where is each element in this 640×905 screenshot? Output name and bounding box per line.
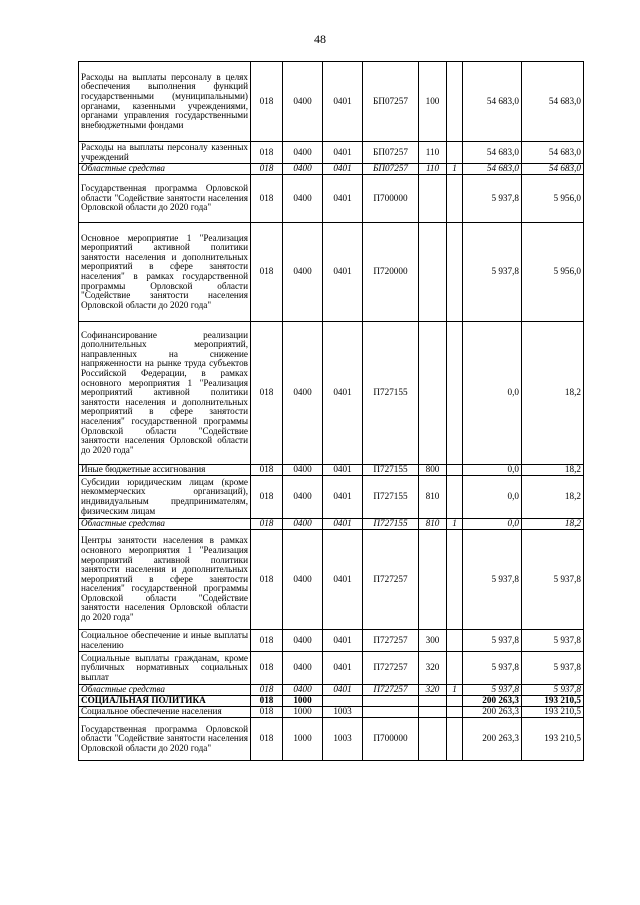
expense-type-code: 810 — [419, 519, 447, 530]
expense-type-code: 110 — [419, 142, 447, 164]
row-name: Социальное обеспечение населения — [79, 707, 251, 718]
target-article-code: БП07257 — [363, 142, 419, 164]
amount-year-1: 54 683,0 — [463, 62, 522, 142]
section-code: 0400 — [283, 175, 323, 223]
row-name: Областные средства — [79, 519, 251, 530]
amount-year-1: 5 937,8 — [463, 685, 522, 696]
expense-type-code — [419, 696, 447, 707]
expense-type-code: 320 — [419, 685, 447, 696]
row-name: Социальное обеспечение и иные выплаты населению — [79, 630, 251, 652]
amount-year-2: 5 937,8 — [522, 652, 584, 685]
amount-year-2: 18,2 — [522, 476, 584, 519]
funding-source-code — [447, 696, 463, 707]
section-code: 0400 — [283, 476, 323, 519]
grbs-code: 018 — [251, 322, 283, 465]
section-code: 0400 — [283, 685, 323, 696]
subsection-code: 0401 — [323, 175, 363, 223]
grbs-code: 018 — [251, 530, 283, 630]
amount-year-2: 5 937,8 — [522, 630, 584, 652]
amount-year-1: 0,0 — [463, 519, 522, 530]
target-article-code: П727257 — [363, 530, 419, 630]
table-row — [79, 223, 584, 322]
table-row — [79, 465, 584, 476]
amount-year-1: 0,0 — [463, 476, 522, 519]
target-article-code: П720000 — [363, 223, 419, 322]
funding-source-code — [447, 322, 463, 465]
table-row — [79, 685, 584, 696]
row-name: Основное мероприятие 1 "Реализация мероприятий активной политики занятости населения и дополнительных мероприятий в сфере занятости населения" в рамках государственной программы Орловской области "Содействие занятости населения Орловской области до 2020 года" — [79, 223, 251, 322]
section-code: 0400 — [283, 630, 323, 652]
amount-year-2: 54 683,0 — [522, 142, 584, 164]
section-code: 0400 — [283, 530, 323, 630]
section-code: 0400 — [283, 322, 323, 465]
table-row — [79, 175, 584, 223]
funding-source-code — [447, 142, 463, 164]
expense-type-code: 100 — [419, 62, 447, 142]
section-code: 0400 — [283, 223, 323, 322]
target-article-code: П700000 — [363, 175, 419, 223]
table-row — [79, 164, 584, 175]
row-name: Иные бюджетные ассигнования — [79, 465, 251, 476]
table-row — [79, 322, 584, 465]
amount-year-2: 193 210,5 — [522, 696, 584, 707]
amount-year-2: 18,2 — [522, 322, 584, 465]
expense-type-code — [419, 175, 447, 223]
amount-year-2: 5 937,8 — [522, 530, 584, 630]
grbs-code: 018 — [251, 652, 283, 685]
table-row — [79, 62, 584, 142]
target-article-code: П727257 — [363, 652, 419, 685]
amount-year-1: 54 683,0 — [463, 164, 522, 175]
expense-type-code: 810 — [419, 476, 447, 519]
subsection-code: 0401 — [323, 142, 363, 164]
amount-year-1: 0,0 — [463, 465, 522, 476]
grbs-code: 018 — [251, 164, 283, 175]
grbs-code: 018 — [251, 223, 283, 322]
table-row — [79, 519, 584, 530]
amount-year-2: 18,2 — [522, 465, 584, 476]
expense-type-code — [419, 223, 447, 322]
grbs-code: 018 — [251, 630, 283, 652]
grbs-code: 018 — [251, 465, 283, 476]
target-article-code: БП07257 — [363, 164, 419, 175]
target-article-code: П727257 — [363, 685, 419, 696]
grbs-code: 018 — [251, 476, 283, 519]
amount-year-1: 200 263,3 — [463, 707, 522, 718]
amount-year-1: 54 683,0 — [463, 142, 522, 164]
section-code: 0400 — [283, 164, 323, 175]
row-name: Субсидии юридическим лицам (кроме некоммерческих организаций), индивидуальным предпринимателям, физическим лицам — [79, 476, 251, 519]
section-code: 0400 — [283, 465, 323, 476]
section-code: 0400 — [283, 519, 323, 530]
section-code: 0400 — [283, 62, 323, 142]
amount-year-2: 193 210,5 — [522, 707, 584, 718]
table-row — [79, 530, 584, 630]
expense-type-code — [419, 718, 447, 761]
grbs-code: 018 — [251, 718, 283, 761]
amount-year-1: 5 937,8 — [463, 175, 522, 223]
target-article-code: П727155 — [363, 465, 419, 476]
grbs-code: 018 — [251, 142, 283, 164]
table-row — [79, 476, 584, 519]
target-article-code: П727155 — [363, 476, 419, 519]
funding-source-code — [447, 718, 463, 761]
table-row — [79, 696, 584, 707]
row-name: СОЦИАЛЬНАЯ ПОЛИТИКА — [79, 696, 251, 707]
subsection-code: 0401 — [323, 164, 363, 175]
grbs-code: 018 — [251, 519, 283, 530]
amount-year-1: 5 937,8 — [463, 630, 522, 652]
row-name: Социальные выплаты гражданам, кроме публичных нормативных социальных выплат — [79, 652, 251, 685]
target-article-code: П727155 — [363, 322, 419, 465]
row-name: Областные средства — [79, 164, 251, 175]
section-code: 1000 — [283, 718, 323, 761]
funding-source-code — [447, 530, 463, 630]
amount-year-2: 54 683,0 — [522, 62, 584, 142]
amount-year-2: 54 683,0 — [522, 164, 584, 175]
funding-source-code — [447, 707, 463, 718]
funding-source-code: 1 — [447, 519, 463, 530]
section-code: 0400 — [283, 142, 323, 164]
table-body — [79, 62, 584, 761]
expense-type-code — [419, 530, 447, 630]
amount-year-2: 5 956,0 — [522, 175, 584, 223]
subsection-code: 0401 — [323, 62, 363, 142]
subsection-code: 0401 — [323, 519, 363, 530]
expense-type-code: 110 — [419, 164, 447, 175]
grbs-code: 018 — [251, 696, 283, 707]
subsection-code: 0401 — [323, 652, 363, 685]
row-name: Расходы на выплаты персоналу казенных учреждений — [79, 142, 251, 164]
funding-source-code — [447, 652, 463, 685]
amount-year-2: 18,2 — [522, 519, 584, 530]
budget-table — [78, 61, 584, 761]
target-article-code: БП07257 — [363, 62, 419, 142]
target-article-code — [363, 707, 419, 718]
expense-type-code: 320 — [419, 652, 447, 685]
subsection-code: 0401 — [323, 630, 363, 652]
subsection-code: 0401 — [323, 322, 363, 465]
grbs-code: 018 — [251, 62, 283, 142]
grbs-code: 018 — [251, 685, 283, 696]
target-article-code: П700000 — [363, 718, 419, 761]
amount-year-1: 5 937,8 — [463, 530, 522, 630]
subsection-code: 0401 — [323, 476, 363, 519]
subsection-code: 1003 — [323, 707, 363, 718]
funding-source-code — [447, 175, 463, 223]
amount-year-2: 5 937,8 — [522, 685, 584, 696]
grbs-code: 018 — [251, 707, 283, 718]
subsection-code: 0401 — [323, 685, 363, 696]
row-name: Государственная программа Орловской области "Содействие занятости населения Орловской области до 2020 года" — [79, 175, 251, 223]
table-row — [79, 652, 584, 685]
table-row — [79, 707, 584, 718]
expense-type-code: 800 — [419, 465, 447, 476]
expense-type-code — [419, 322, 447, 465]
target-article-code: П727155 — [363, 519, 419, 530]
subsection-code — [323, 696, 363, 707]
subsection-code: 1003 — [323, 718, 363, 761]
section-code: 1000 — [283, 696, 323, 707]
expense-type-code: 300 — [419, 630, 447, 652]
subsection-code: 0401 — [323, 530, 363, 630]
amount-year-1: 5 937,8 — [463, 223, 522, 322]
amount-year-2: 193 210,5 — [522, 718, 584, 761]
section-code: 0400 — [283, 652, 323, 685]
funding-source-code — [447, 630, 463, 652]
page-number: 48 — [314, 32, 326, 46]
amount-year-2: 5 956,0 — [522, 223, 584, 322]
funding-source-code — [447, 223, 463, 322]
expense-type-code — [419, 707, 447, 718]
table-row — [79, 142, 584, 164]
target-article-code: П727257 — [363, 630, 419, 652]
funding-source-code — [447, 465, 463, 476]
table-row — [79, 718, 584, 761]
funding-source-code — [447, 476, 463, 519]
subsection-code: 0401 — [323, 223, 363, 322]
row-name: Софинансирование реализации дополнительных мероприятий, направленных на снижение напряженности на рынке труда субъектов Российской Федерации, в рамках основного мероприятия 1 "Реализация мероприятий активной политики занятости населения и дополнительных мероприятий в сфере занятости населения" государственной программы Орловской области "Содействие занятости населения Орловской области до 2020 года" — [79, 322, 251, 465]
grbs-code: 018 — [251, 175, 283, 223]
target-article-code — [363, 696, 419, 707]
row-name: Расходы на выплаты персоналу в целях обеспечения выполнения функций государственными (муниципальными) органами, казенными учреждениями, органами управления государственными внебюджетными фондами — [79, 62, 251, 142]
row-name: Центры занятости населения в рамках основного мероприятия 1 "Реализация мероприятий активной политики занятости населения и дополнительных мероприятий в сфере занятости населения" государственной программы Орловской области "Содействие занятости населения Орловской области до 2020 года" — [79, 530, 251, 630]
funding-source-code: 1 — [447, 164, 463, 175]
section-code: 1000 — [283, 707, 323, 718]
amount-year-1: 200 263,3 — [463, 718, 522, 761]
row-name: Областные средства — [79, 685, 251, 696]
table-row — [79, 630, 584, 652]
subsection-code: 0401 — [323, 465, 363, 476]
amount-year-1: 200 263,3 — [463, 696, 522, 707]
amount-year-1: 0,0 — [463, 322, 522, 465]
row-name: Государственная программа Орловской области "Содействие занятости населения Орловской области до 2020 года" — [79, 718, 251, 761]
funding-source-code — [447, 62, 463, 142]
funding-source-code: 1 — [447, 685, 463, 696]
amount-year-1: 5 937,8 — [463, 652, 522, 685]
